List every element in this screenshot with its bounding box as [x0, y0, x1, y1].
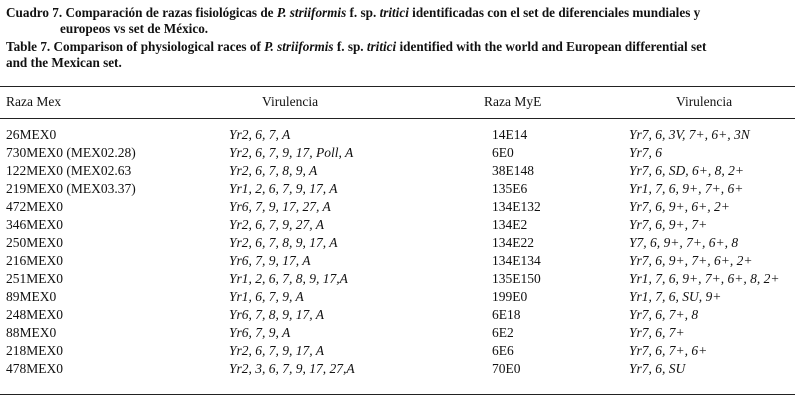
cell-race-mye: 135E6	[492, 181, 528, 196]
cell-virulence-mex: Yr6, 7, 9, 17, A	[229, 253, 311, 268]
cell-virulence-mex: Yr1, 2, 6, 7, 8, 9, 17,A	[229, 271, 348, 286]
header-virulencia-mex: Virulencia	[262, 94, 319, 109]
caption-label: Table 7.	[6, 39, 51, 54]
cell-virulence-mye: Yr7, 6, 9+, 6+, 2+	[629, 199, 730, 214]
cell-race-mex: 88MEX0	[6, 325, 57, 340]
caption-spanish-line1: Cuadro 7. Comparación de razas fisiológicas de P. striiformis f. sp. tritici identificadas con el set de diferenciales mundiales y	[6, 5, 701, 20]
cell-race-mye: 134E2	[492, 217, 528, 232]
cell-race-mex: 478MEX0	[6, 361, 63, 376]
header-raza-mye: Raza MyE	[484, 94, 542, 109]
cell-race-mex: 89MEX0	[6, 289, 57, 304]
cell-race-mye: 6E6	[492, 343, 514, 358]
table-row	[0, 162, 795, 180]
cell-race-mex: 26MEX0	[6, 127, 57, 142]
caption-label: Cuadro 7.	[6, 5, 63, 20]
table-row	[0, 360, 795, 378]
table-header-rule	[0, 118, 795, 119]
cell-virulence-mex: Yr2, 3, 6, 7, 9, 17, 27,A	[229, 361, 355, 376]
cell-race-mye: 199E0	[492, 289, 528, 304]
cell-virulence-mye: Yr7, 6, 3V, 7+, 6+, 3N	[629, 127, 750, 142]
cell-virulence-mye: Yr7, 6, SU	[629, 361, 686, 376]
cell-race-mex: 216MEX0	[6, 253, 63, 268]
cell-virulence-mex: Yr6, 7, 9, 17, 27, A	[229, 199, 331, 214]
caption-spanish	[6, 5, 791, 37]
cell-virulence-mye: Yr7, 6	[629, 145, 663, 160]
cell-race-mye: 6E0	[492, 145, 514, 160]
cell-race-mex: 730MEX0 (MEX02.28)	[6, 145, 136, 160]
cell-virulence-mex: Yr1, 6, 7, 9, A	[229, 289, 304, 304]
table-body	[0, 126, 795, 378]
cell-virulence-mex: Yr6, 7, 9, A	[229, 325, 291, 340]
cell-race-mye: 6E2	[492, 325, 514, 340]
cell-virulence-mex: Yr2, 6, 7, 9, 27, A	[229, 217, 325, 232]
cell-race-mye: 6E18	[492, 307, 521, 322]
cell-race-mye: 134E132	[492, 199, 541, 214]
cell-virulence-mex: Yr1, 2, 6, 7, 9, 17, A	[229, 181, 338, 196]
cell-virulence-mex: Yr6, 7, 8, 9, 17, A	[229, 307, 325, 322]
cell-virulence-mex: Yr2, 6, 7, 9, 17, A	[229, 343, 325, 358]
cell-race-mye: 14E14	[492, 127, 528, 142]
cell-virulence-mye: Yr7, 6, 9+, 7+	[629, 217, 708, 232]
cell-race-mye: 135E150	[492, 271, 541, 286]
cell-race-mex: 346MEX0	[6, 217, 63, 232]
cell-virulence-mye: Yr7, 6, 7+	[629, 325, 685, 340]
cell-virulence-mex: Yr2, 6, 7, 9, 17, Poll, A	[229, 145, 354, 160]
table-row	[0, 252, 795, 270]
caption-english-line1: Table 7. Comparison of physiological races of P. striiformis f. sp. tritici identified with the world and European differential set	[6, 39, 707, 54]
table-row	[0, 306, 795, 324]
cell-virulence-mye: Y7, 6, 9+, 7+, 6+, 8	[629, 235, 739, 250]
cell-race-mex: 219MEX0 (MEX03.37)	[6, 181, 136, 196]
caption-english	[6, 39, 791, 71]
caption-spanish-line2: europeos vs set de México.	[60, 21, 209, 36]
cell-race-mex: 251MEX0	[6, 271, 63, 286]
cell-virulence-mye: Yr7, 6, SD, 6+, 8, 2+	[629, 163, 744, 178]
table-row	[0, 144, 795, 162]
cell-virulence-mex: Yr2, 6, 7, 8, 9, A	[229, 163, 318, 178]
cell-race-mex: 122MEX0 (MEX02.63	[6, 163, 132, 178]
cell-race-mex: 218MEX0	[6, 343, 63, 358]
cell-race-mye: 134E134	[492, 253, 541, 268]
table-row	[0, 288, 795, 306]
cell-virulence-mye: Yr1, 7, 6, 9+, 7+, 6+, 8, 2+	[629, 271, 780, 286]
cell-race-mex: 472MEX0	[6, 199, 63, 214]
cell-race-mex: 248MEX0	[6, 307, 63, 322]
cell-race-mye: 134E22	[492, 235, 534, 250]
cell-virulence-mye: Yr1, 7, 6, SU, 9+	[629, 289, 722, 304]
table-row	[0, 216, 795, 234]
table-top-rule	[0, 86, 795, 87]
cell-race-mye: 38E148	[492, 163, 534, 178]
cell-virulence-mex: Yr2, 6, 7, A	[229, 127, 291, 142]
table-row	[0, 342, 795, 360]
cell-race-mex: 250MEX0	[6, 235, 63, 250]
table-row	[0, 324, 795, 342]
cell-virulence-mye: Yr7, 6, 9+, 7+, 6+, 2+	[629, 253, 753, 268]
table-row	[0, 180, 795, 198]
cell-virulence-mex: Yr2, 6, 7, 8, 9, 17, A	[229, 235, 338, 250]
cell-virulence-mye: Yr7, 6, 7+, 6+	[629, 343, 708, 358]
caption-english-line2: and the Mexican set.	[6, 55, 122, 70]
table-row	[0, 126, 795, 144]
header-raza-mex: Raza Mex	[6, 94, 62, 109]
header-virulencia-mye: Virulencia	[676, 94, 733, 109]
table-row	[0, 270, 795, 288]
cell-race-mye: 70E0	[492, 361, 521, 376]
table-row	[0, 234, 795, 252]
cell-virulence-mye: Yr1, 7, 6, 9+, 7+, 6+	[629, 181, 744, 196]
cell-virulence-mye: Yr7, 6, 7+, 8	[629, 307, 699, 322]
table-bottom-rule	[0, 394, 795, 395]
table-row	[0, 198, 795, 216]
